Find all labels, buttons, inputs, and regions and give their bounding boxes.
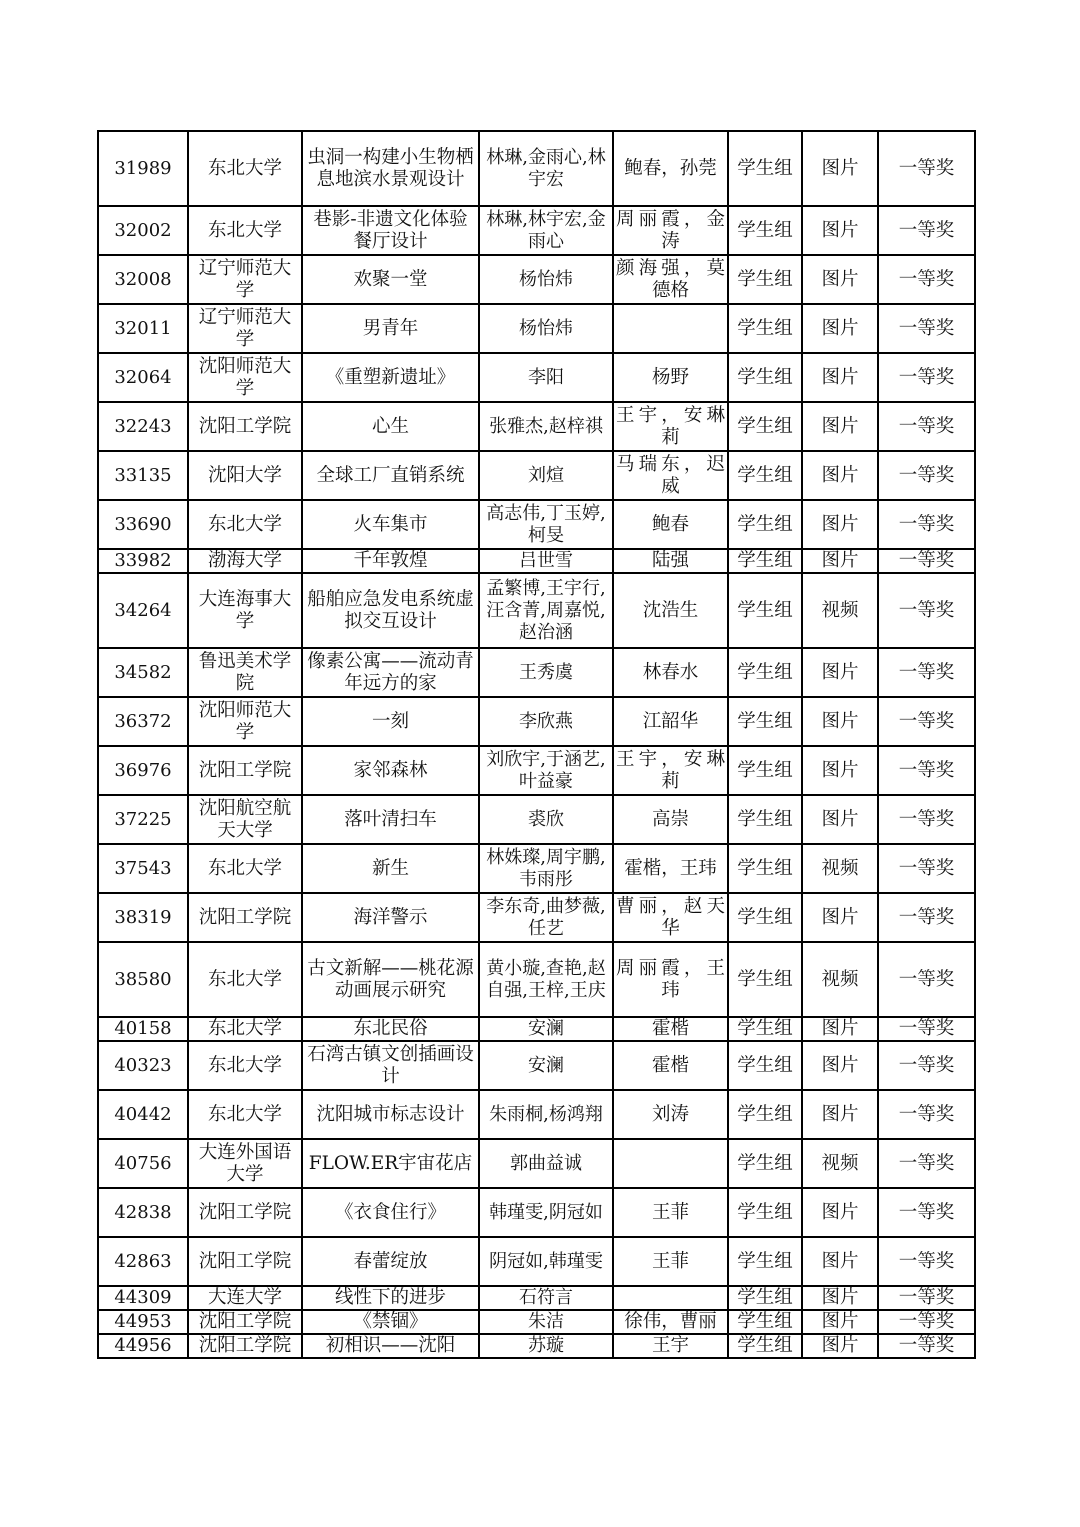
award-cell: 一等奖 [878, 697, 975, 746]
entry-id-cell: 42838 [98, 1188, 188, 1237]
authors-cell: 裘欣 [479, 795, 613, 844]
school-cell: 沈阳工学院 [188, 746, 302, 795]
entry-id-cell: 36372 [98, 697, 188, 746]
work-type-cell: 图片 [802, 1090, 878, 1139]
advisor-cell: 颜海强，莫德格 [613, 255, 728, 304]
work-type-cell: 图片 [802, 131, 878, 206]
school-cell: 鲁迅美术学院 [188, 648, 302, 697]
group-cell: 学生组 [728, 746, 802, 795]
table-row [98, 451, 975, 500]
authors-cell: 李东奇,曲梦薇,任艺 [479, 893, 613, 942]
advisor-cell [613, 1286, 728, 1310]
award-cell: 一等奖 [878, 1017, 975, 1041]
authors-cell: 林姝璨,周宇鹏,韦雨彤 [479, 844, 613, 893]
group-cell: 学生组 [728, 844, 802, 893]
group-cell: 学生组 [728, 942, 802, 1017]
award-cell: 一等奖 [878, 844, 975, 893]
work-type-cell: 图片 [802, 1017, 878, 1041]
advisor-cell: 鲍春，孙莞 [613, 131, 728, 206]
award-cell: 一等奖 [878, 942, 975, 1017]
work-type-cell: 视频 [802, 942, 878, 1017]
entry-id-cell: 32243 [98, 402, 188, 451]
work-title-cell: 虫洞一构建小生物栖息地滨水景观设计 [302, 131, 479, 206]
award-cell: 一等奖 [878, 549, 975, 573]
entry-id-cell: 31989 [98, 131, 188, 206]
table-row [98, 1334, 975, 1358]
group-cell: 学生组 [728, 500, 802, 549]
award-cell: 一等奖 [878, 795, 975, 844]
school-cell: 沈阳工学院 [188, 1237, 302, 1286]
school-cell: 渤海大学 [188, 549, 302, 573]
entry-id-cell: 36976 [98, 746, 188, 795]
group-cell: 学生组 [728, 1286, 802, 1310]
group-cell: 学生组 [728, 1237, 802, 1286]
school-cell: 沈阳大学 [188, 451, 302, 500]
work-type-cell: 图片 [802, 1286, 878, 1310]
work-type-cell: 图片 [802, 549, 878, 573]
table-row [98, 206, 975, 255]
advisor-cell: 王菲 [613, 1237, 728, 1286]
award-cell: 一等奖 [878, 304, 975, 353]
group-cell: 学生组 [728, 131, 802, 206]
work-title-cell: 全球工厂直销系统 [302, 451, 479, 500]
group-cell: 学生组 [728, 549, 802, 573]
table-row [98, 1139, 975, 1188]
table-row [98, 304, 975, 353]
advisor-cell: 周丽霞，金涛 [613, 206, 728, 255]
entry-id-cell: 38580 [98, 942, 188, 1017]
school-cell: 沈阳航空航天大学 [188, 795, 302, 844]
advisor-cell: 曹丽，赵天华 [613, 893, 728, 942]
table-row [98, 942, 975, 1017]
authors-cell: 郭曲益诚 [479, 1139, 613, 1188]
advisor-cell [613, 304, 728, 353]
table-body [98, 131, 975, 1358]
work-type-cell: 图片 [802, 402, 878, 451]
school-cell: 沈阳工学院 [188, 1334, 302, 1358]
work-title-cell: 沈阳城市标志设计 [302, 1090, 479, 1139]
table-row [98, 131, 975, 206]
table-row [98, 1017, 975, 1041]
group-cell: 学生组 [728, 255, 802, 304]
work-title-cell: 《重塑新遗址》 [302, 353, 479, 402]
entry-id-cell: 44956 [98, 1334, 188, 1358]
advisor-cell: 刘涛 [613, 1090, 728, 1139]
work-type-cell: 图片 [802, 746, 878, 795]
work-title-cell: 一刻 [302, 697, 479, 746]
advisor-cell: 鲍春 [613, 500, 728, 549]
authors-cell: 刘煊 [479, 451, 613, 500]
group-cell: 学生组 [728, 1334, 802, 1358]
entry-id-cell: 33690 [98, 500, 188, 549]
authors-cell: 阴冠如,韩瑾雯 [479, 1237, 613, 1286]
award-cell: 一等奖 [878, 353, 975, 402]
authors-cell: 韩瑾雯,阴冠如 [479, 1188, 613, 1237]
school-cell: 东北大学 [188, 1017, 302, 1041]
school-cell: 东北大学 [188, 844, 302, 893]
work-type-cell: 图片 [802, 1310, 878, 1334]
school-cell: 沈阳师范大学 [188, 353, 302, 402]
work-type-cell: 图片 [802, 1041, 878, 1090]
authors-cell: 安澜 [479, 1017, 613, 1041]
entry-id-cell: 34264 [98, 573, 188, 648]
work-type-cell: 视频 [802, 573, 878, 648]
work-title-cell: 船舶应急发电系统虚拟交互设计 [302, 573, 479, 648]
table-row [98, 353, 975, 402]
entry-id-cell: 37543 [98, 844, 188, 893]
work-type-cell: 图片 [802, 1334, 878, 1358]
table-row [98, 573, 975, 648]
authors-cell: 李阳 [479, 353, 613, 402]
award-cell: 一等奖 [878, 648, 975, 697]
table-row [98, 1237, 975, 1286]
table-row [98, 1041, 975, 1090]
advisor-cell: 霍楷，王玮 [613, 844, 728, 893]
award-cell: 一等奖 [878, 573, 975, 648]
entry-id-cell: 32002 [98, 206, 188, 255]
work-title-cell: 欢聚一堂 [302, 255, 479, 304]
award-cell: 一等奖 [878, 500, 975, 549]
work-title-cell: 火车集市 [302, 500, 479, 549]
school-cell: 沈阳工学院 [188, 1188, 302, 1237]
authors-cell: 朱洁 [479, 1310, 613, 1334]
work-type-cell: 图片 [802, 1188, 878, 1237]
work-title-cell: 春蕾绽放 [302, 1237, 479, 1286]
advisor-cell: 霍楷 [613, 1017, 728, 1041]
award-cell: 一等奖 [878, 451, 975, 500]
award-cell: 一等奖 [878, 131, 975, 206]
group-cell: 学生组 [728, 648, 802, 697]
authors-cell: 杨怡炜 [479, 304, 613, 353]
work-title-cell: 巷影-非遗文化体验餐厅设计 [302, 206, 479, 255]
award-cell: 一等奖 [878, 1188, 975, 1237]
group-cell: 学生组 [728, 1041, 802, 1090]
work-type-cell: 图片 [802, 500, 878, 549]
award-cell: 一等奖 [878, 1090, 975, 1139]
school-cell: 沈阳工学院 [188, 893, 302, 942]
work-title-cell: 像素公寓——流动青年远方的家 [302, 648, 479, 697]
authors-cell: 李欣燕 [479, 697, 613, 746]
school-cell: 辽宁师范大学 [188, 255, 302, 304]
school-cell: 东北大学 [188, 1041, 302, 1090]
authors-cell: 吕世雪 [479, 549, 613, 573]
entry-id-cell: 40756 [98, 1139, 188, 1188]
award-cell: 一等奖 [878, 1310, 975, 1334]
authors-cell: 王秀虞 [479, 648, 613, 697]
work-type-cell: 图片 [802, 893, 878, 942]
authors-cell: 苏璇 [479, 1334, 613, 1358]
award-cell: 一等奖 [878, 893, 975, 942]
table-row [98, 1090, 975, 1139]
award-cell: 一等奖 [878, 1041, 975, 1090]
authors-cell: 林琳,金雨心,林宇宏 [479, 131, 613, 206]
authors-cell: 黄小璇,查艳,赵自强,王梓,王庆 [479, 942, 613, 1017]
advisor-cell: 王宇，安琳莉 [613, 402, 728, 451]
group-cell: 学生组 [728, 1139, 802, 1188]
group-cell: 学生组 [728, 697, 802, 746]
authors-cell: 杨怡炜 [479, 255, 613, 304]
work-type-cell: 视频 [802, 1139, 878, 1188]
award-cell: 一等奖 [878, 255, 975, 304]
table-row [98, 1188, 975, 1237]
advisor-cell: 江韶华 [613, 697, 728, 746]
work-title-cell: 新生 [302, 844, 479, 893]
table-row [98, 795, 975, 844]
entry-id-cell: 44309 [98, 1286, 188, 1310]
authors-cell: 朱雨桐,杨鸿翔 [479, 1090, 613, 1139]
table-row [98, 402, 975, 451]
award-table [97, 130, 976, 1359]
group-cell: 学生组 [728, 795, 802, 844]
work-type-cell: 图片 [802, 255, 878, 304]
work-title-cell: FLOW.ER宇宙花店 [302, 1139, 479, 1188]
school-cell: 大连海事大学 [188, 573, 302, 648]
entry-id-cell: 42863 [98, 1237, 188, 1286]
advisor-cell: 王菲 [613, 1188, 728, 1237]
work-title-cell: 石湾古镇文创插画设计 [302, 1041, 479, 1090]
group-cell: 学生组 [728, 304, 802, 353]
table-row [98, 549, 975, 573]
school-cell: 沈阳工学院 [188, 402, 302, 451]
authors-cell: 高志伟,丁玉婷,柯旻 [479, 500, 613, 549]
work-type-cell: 图片 [802, 304, 878, 353]
school-cell: 沈阳工学院 [188, 1310, 302, 1334]
work-type-cell: 图片 [802, 1237, 878, 1286]
award-cell: 一等奖 [878, 206, 975, 255]
work-title-cell: 初相识——沈阳 [302, 1334, 479, 1358]
work-title-cell: 心生 [302, 402, 479, 451]
work-type-cell: 图片 [802, 451, 878, 500]
advisor-cell: 徐伟，曹丽 [613, 1310, 728, 1334]
school-cell: 辽宁师范大学 [188, 304, 302, 353]
advisor-cell: 霍楷 [613, 1041, 728, 1090]
table-row [98, 255, 975, 304]
school-cell: 大连大学 [188, 1286, 302, 1310]
work-type-cell: 图片 [802, 206, 878, 255]
advisor-cell: 王宇，安琳莉 [613, 746, 728, 795]
award-cell: 一等奖 [878, 1237, 975, 1286]
work-type-cell: 图片 [802, 353, 878, 402]
advisor-cell: 周丽霞，王玮 [613, 942, 728, 1017]
school-cell: 东北大学 [188, 1090, 302, 1139]
group-cell: 学生组 [728, 1188, 802, 1237]
entry-id-cell: 37225 [98, 795, 188, 844]
award-cell: 一等奖 [878, 1286, 975, 1310]
advisor-cell: 王宇 [613, 1334, 728, 1358]
group-cell: 学生组 [728, 451, 802, 500]
school-cell: 大连外国语大学 [188, 1139, 302, 1188]
award-cell: 一等奖 [878, 746, 975, 795]
work-title-cell: 男青年 [302, 304, 479, 353]
award-cell: 一等奖 [878, 1139, 975, 1188]
work-type-cell: 视频 [802, 844, 878, 893]
work-type-cell: 图片 [802, 795, 878, 844]
group-cell: 学生组 [728, 1310, 802, 1334]
entry-id-cell: 32008 [98, 255, 188, 304]
table-row [98, 697, 975, 746]
entry-id-cell: 32064 [98, 353, 188, 402]
entry-id-cell: 44953 [98, 1310, 188, 1334]
table-row [98, 500, 975, 549]
group-cell: 学生组 [728, 353, 802, 402]
authors-cell: 林琳,林宇宏,金雨心 [479, 206, 613, 255]
group-cell: 学生组 [728, 893, 802, 942]
advisor-cell: 陆强 [613, 549, 728, 573]
entry-id-cell: 32011 [98, 304, 188, 353]
advisor-cell: 杨野 [613, 353, 728, 402]
entry-id-cell: 38319 [98, 893, 188, 942]
work-title-cell: 千年敦煌 [302, 549, 479, 573]
entry-id-cell: 40442 [98, 1090, 188, 1139]
school-cell: 东北大学 [188, 206, 302, 255]
table-row [98, 893, 975, 942]
work-title-cell: 落叶清扫车 [302, 795, 479, 844]
award-cell: 一等奖 [878, 402, 975, 451]
table-row [98, 746, 975, 795]
work-title-cell: 古文新解——桃花源动画展示研究 [302, 942, 479, 1017]
group-cell: 学生组 [728, 573, 802, 648]
table-row [98, 1310, 975, 1334]
authors-cell: 石符言 [479, 1286, 613, 1310]
entry-id-cell: 40323 [98, 1041, 188, 1090]
work-title-cell: 东北民俗 [302, 1017, 479, 1041]
advisor-cell: 林春水 [613, 648, 728, 697]
advisor-cell: 高崇 [613, 795, 728, 844]
work-title-cell: 海洋警示 [302, 893, 479, 942]
entry-id-cell: 40158 [98, 1017, 188, 1041]
table-row [98, 1286, 975, 1310]
group-cell: 学生组 [728, 1017, 802, 1041]
school-cell: 东北大学 [188, 942, 302, 1017]
entry-id-cell: 33982 [98, 549, 188, 573]
group-cell: 学生组 [728, 402, 802, 451]
group-cell: 学生组 [728, 1090, 802, 1139]
advisor-cell: 沈浩生 [613, 573, 728, 648]
work-type-cell: 图片 [802, 648, 878, 697]
work-title-cell: 线性下的进步 [302, 1286, 479, 1310]
group-cell: 学生组 [728, 206, 802, 255]
work-title-cell: 《衣食住行》 [302, 1188, 479, 1237]
school-cell: 东北大学 [188, 131, 302, 206]
table-row [98, 844, 975, 893]
table-row [98, 648, 975, 697]
entry-id-cell: 33135 [98, 451, 188, 500]
work-title-cell: 《禁锢》 [302, 1310, 479, 1334]
authors-cell: 孟繁博,王宇行,汪含菁,周嘉悦,赵治涵 [479, 573, 613, 648]
school-cell: 沈阳师范大学 [188, 697, 302, 746]
advisor-cell: 马瑞东，迟威 [613, 451, 728, 500]
entry-id-cell: 34582 [98, 648, 188, 697]
authors-cell: 刘欣宇,于涵艺,叶益豪 [479, 746, 613, 795]
school-cell: 东北大学 [188, 500, 302, 549]
authors-cell: 安澜 [479, 1041, 613, 1090]
authors-cell: 张雅杰,赵梓祺 [479, 402, 613, 451]
work-title-cell: 家邻森林 [302, 746, 479, 795]
advisor-cell [613, 1139, 728, 1188]
award-cell: 一等奖 [878, 1334, 975, 1358]
work-type-cell: 图片 [802, 697, 878, 746]
